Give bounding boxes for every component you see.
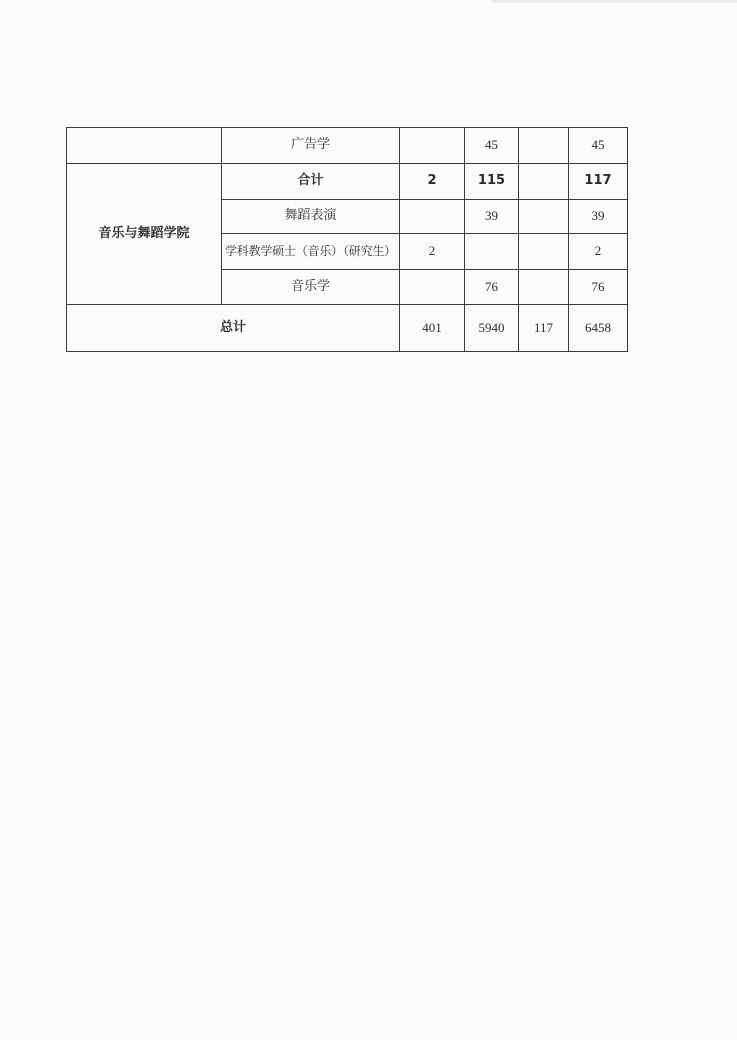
total-value: 6458 — [569, 305, 628, 352]
value-cell — [519, 164, 569, 200]
value-cell: 76 — [465, 270, 519, 305]
total-value: 401 — [400, 305, 465, 352]
table-row — [67, 128, 628, 164]
college-cell: 音乐与舞蹈学院 — [67, 164, 222, 305]
major-cell: 广告学 — [222, 128, 400, 164]
value-cell — [519, 270, 569, 305]
total-label: 总计 — [67, 305, 400, 352]
total-value: 5940 — [465, 305, 519, 352]
value-cell — [519, 234, 569, 270]
value-cell — [519, 200, 569, 234]
total-value: 117 — [519, 305, 569, 352]
total-row — [67, 305, 628, 352]
major-cell: 合计 — [222, 164, 400, 200]
value-cell — [519, 128, 569, 164]
value-cell — [465, 234, 519, 270]
value-cell — [400, 270, 465, 305]
major-cell: 学科教学硕士（音乐）（研究生） — [222, 234, 400, 270]
value-cell: 117 — [569, 164, 628, 200]
major-cell: 舞蹈表演 — [222, 200, 400, 234]
value-cell: 45 — [569, 128, 628, 164]
value-cell: 76 — [569, 270, 628, 305]
value-cell: 2 — [569, 234, 628, 270]
value-cell: 2 — [400, 164, 465, 200]
enrollment-table — [66, 127, 628, 352]
value-cell: 39 — [569, 200, 628, 234]
value-cell: 45 — [465, 128, 519, 164]
value-cell: 39 — [465, 200, 519, 234]
major-cell: 音乐学 — [222, 270, 400, 305]
value-cell — [400, 128, 465, 164]
college-cell-empty — [67, 128, 222, 164]
value-cell — [400, 200, 465, 234]
scan-edge-mark — [492, 0, 737, 3]
table-row — [67, 164, 628, 200]
value-cell: 115 — [465, 164, 519, 200]
value-cell: 2 — [400, 234, 465, 270]
